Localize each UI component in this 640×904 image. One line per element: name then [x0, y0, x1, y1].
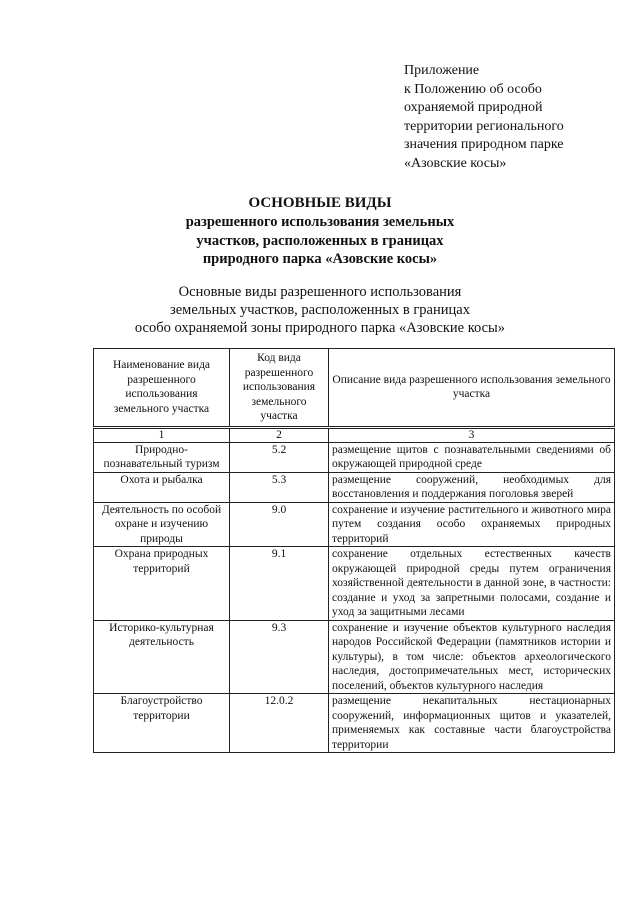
appendix-line: Приложение	[404, 63, 480, 78]
use-code: 5.2	[230, 442, 329, 472]
table-row	[94, 694, 615, 753]
appendix-note	[404, 62, 604, 173]
table-row	[94, 547, 615, 621]
column-number-row	[94, 427, 615, 442]
use-description: размещение щитов с познавательными сведениями об окружающей природной среде	[329, 442, 615, 472]
use-description: размещение сооружений, необходимых для восстановления и поддержания поголовья зверей	[329, 472, 615, 502]
header-description: Описание вида разрешенного использования земельного участка	[329, 349, 615, 428]
appendix-line: к Положению об особо	[404, 81, 542, 97]
use-description: размещение некапитальных нестационарных сооружений, информационных щитов и указателей, применяемых как составные части благоустройства территории	[329, 694, 615, 753]
caption-line: земельных участков, расположенных в границах	[170, 302, 470, 318]
table-row	[94, 442, 615, 472]
use-name: Деятельность по особой охране и изучению природы	[94, 502, 230, 547]
use-description: сохранение и изучение объектов культурного наследия народов Российской Федерации (памятников истории и культуры), в том числе: объектов археологического наследия, достопримечательных мест, исторических поселений, объектов культурного наследия	[329, 620, 615, 694]
use-code: 9.1	[230, 547, 329, 621]
header-code: Код вида разрешенного использования земельного участка	[230, 349, 329, 428]
document-title: ОСНОВНЫЕ ВИДЫ	[248, 195, 392, 211]
use-code: 12.0.2	[230, 694, 329, 753]
use-code: 5.3	[230, 472, 329, 502]
title-sub-line: участков, расположенных в границах	[196, 232, 444, 249]
appendix-line: охраняемой природной	[404, 100, 543, 115]
use-name: Охота и рыбалка	[94, 472, 230, 502]
use-description: сохранение и изучение растительного и животного мира путем создания особо охраняемых природных территорий	[329, 502, 615, 547]
use-name: Благоустройство территории	[94, 694, 230, 753]
table-row	[94, 620, 615, 694]
appendix-line: значения природном парке	[404, 137, 564, 152]
use-name: Историко-культурная деятельность	[94, 620, 230, 694]
use-code: 9.3	[230, 620, 329, 694]
appendix-line: территории регионального	[404, 118, 564, 134]
table-caption	[0, 283, 640, 337]
appendix-line: «Азовские косы»	[404, 155, 507, 171]
title-sub-line: разрешенного использования земельных	[185, 214, 455, 230]
column-number: 1	[94, 427, 230, 442]
use-name: Природно-познавательный туризм	[94, 442, 230, 472]
column-number: 3	[329, 427, 615, 442]
title-sub-line: природного парка «Азовские косы»	[202, 251, 438, 267]
caption-line: Основные виды разрешенного использования	[178, 284, 462, 300]
land-use-table	[93, 348, 615, 753]
table-row	[94, 472, 615, 502]
column-number: 2	[230, 427, 329, 442]
table-header-row	[94, 349, 615, 428]
header-name: Наименование вида разрешенного использования земельного участка	[94, 349, 230, 428]
table-row	[94, 502, 615, 547]
document-title-subheading	[0, 213, 640, 269]
use-description: сохранение отдельных естественных качеств окружающей природной среды путем ограничения хозяйственной деятельности в данной зоне, в частности: создание и уход за запретными полосами, создание и уход за защитными лесами	[329, 547, 615, 621]
use-name: Охрана природных территорий	[94, 547, 230, 621]
caption-line: особо охраняемой зоны природного парка «Азовские косы»	[134, 320, 506, 336]
use-code: 9.0	[230, 502, 329, 547]
